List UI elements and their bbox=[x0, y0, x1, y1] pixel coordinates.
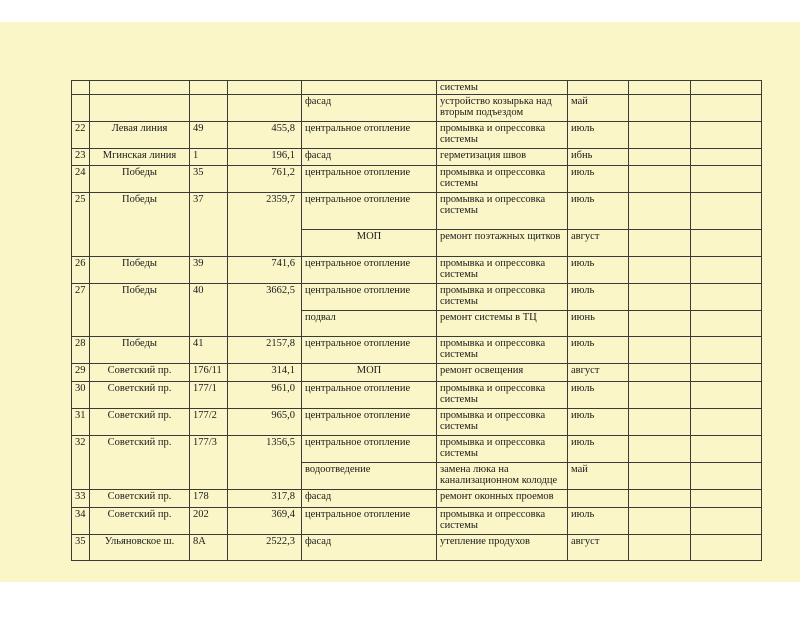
cell-work: ремонт поэтажных щитков bbox=[437, 230, 568, 257]
cell-extra bbox=[629, 81, 691, 95]
cell-month: август bbox=[568, 230, 629, 257]
cell-street bbox=[90, 81, 190, 95]
document-page bbox=[0, 22, 800, 582]
cell-system: центральное отопление bbox=[302, 284, 437, 311]
cell-work: промывка и опрессовка системы bbox=[437, 382, 568, 409]
cell-system: центральное отопление bbox=[302, 166, 437, 193]
cell-extra bbox=[691, 193, 762, 230]
cell-num: 32 bbox=[72, 436, 90, 490]
cell-month: май bbox=[568, 95, 629, 122]
table-row bbox=[72, 490, 762, 508]
cell-month: июль bbox=[568, 166, 629, 193]
cell-system: фасад bbox=[302, 95, 437, 122]
cell-work: устройство козырька над вторым подъездом bbox=[437, 95, 568, 122]
cell-month: август bbox=[568, 364, 629, 382]
cell-num: 23 bbox=[72, 149, 90, 166]
cell-extra bbox=[629, 166, 691, 193]
cell-month bbox=[568, 81, 629, 95]
cell-area: 741,6 bbox=[228, 257, 302, 284]
cell-system: МОП bbox=[302, 230, 437, 257]
cell-num: 31 bbox=[72, 409, 90, 436]
cell-system: МОП bbox=[302, 364, 437, 382]
cell-extra bbox=[691, 230, 762, 257]
cell-extra bbox=[691, 149, 762, 166]
table-row bbox=[72, 508, 762, 535]
cell-num: 22 bbox=[72, 122, 90, 149]
cell-area bbox=[228, 95, 302, 122]
cell-month: июль bbox=[568, 382, 629, 409]
cell-area: 2522,3 bbox=[228, 535, 302, 561]
cell-area: 965,0 bbox=[228, 409, 302, 436]
table-row bbox=[72, 193, 762, 230]
cell-work: промывка и опрессовка системы bbox=[437, 166, 568, 193]
cell-extra bbox=[691, 122, 762, 149]
cell-system: фасад bbox=[302, 490, 437, 508]
cell-extra bbox=[691, 508, 762, 535]
cell-street: Победы bbox=[90, 166, 190, 193]
cell-extra bbox=[629, 337, 691, 364]
cell-building: 49 bbox=[190, 122, 228, 149]
cell-system: фасад bbox=[302, 535, 437, 561]
cell-extra bbox=[691, 257, 762, 284]
cell-extra bbox=[691, 409, 762, 436]
cell-num bbox=[72, 95, 90, 122]
table-row bbox=[72, 149, 762, 166]
cell-system: центральное отопление bbox=[302, 193, 437, 230]
cell-work: промывка и опрессовка системы bbox=[437, 193, 568, 230]
cell-system: центральное отопление bbox=[302, 382, 437, 409]
cell-street: Советский пр. bbox=[90, 409, 190, 436]
repair-plan-table bbox=[71, 80, 762, 561]
cell-extra bbox=[629, 95, 691, 122]
cell-month: июль bbox=[568, 284, 629, 311]
cell-month bbox=[568, 490, 629, 508]
cell-extra bbox=[691, 436, 762, 463]
cell-building: 202 bbox=[190, 508, 228, 535]
cell-street bbox=[90, 95, 190, 122]
cell-work: утепление продухов bbox=[437, 535, 568, 561]
cell-work: промывка и опрессовка системы bbox=[437, 337, 568, 364]
cell-work: промывка и опрессовка системы bbox=[437, 284, 568, 311]
cell-extra bbox=[691, 535, 762, 561]
cell-month: июль bbox=[568, 436, 629, 463]
cell-extra bbox=[629, 193, 691, 230]
cell-num: 27 bbox=[72, 284, 90, 337]
cell-building: 39 bbox=[190, 257, 228, 284]
cell-area: 314,1 bbox=[228, 364, 302, 382]
cell-area: 317,8 bbox=[228, 490, 302, 508]
table-row bbox=[72, 436, 762, 463]
cell-building: 41 bbox=[190, 337, 228, 364]
table-row bbox=[72, 166, 762, 193]
cell-street: Победы bbox=[90, 257, 190, 284]
cell-extra bbox=[629, 311, 691, 337]
cell-building: 35 bbox=[190, 166, 228, 193]
cell-extra bbox=[691, 463, 762, 490]
cell-extra bbox=[629, 122, 691, 149]
cell-month: июль bbox=[568, 409, 629, 436]
cell-month: июль bbox=[568, 337, 629, 364]
cell-extra bbox=[629, 382, 691, 409]
cell-system: центральное отопление bbox=[302, 122, 437, 149]
cell-work: ремонт системы в ТЦ bbox=[437, 311, 568, 337]
cell-building: 8А bbox=[190, 535, 228, 561]
cell-extra bbox=[691, 337, 762, 364]
cell-work: системы bbox=[437, 81, 568, 95]
cell-num: 25 bbox=[72, 193, 90, 257]
cell-system: центральное отопление bbox=[302, 337, 437, 364]
table-row bbox=[72, 122, 762, 149]
cell-building: 37 bbox=[190, 193, 228, 257]
cell-street: Советский пр. bbox=[90, 364, 190, 382]
cell-extra bbox=[629, 436, 691, 463]
table-row bbox=[72, 95, 762, 122]
cell-area: 761,2 bbox=[228, 166, 302, 193]
cell-building bbox=[190, 95, 228, 122]
cell-month: июль bbox=[568, 122, 629, 149]
cell-work: промывка и опрессовка системы bbox=[437, 122, 568, 149]
cell-month: май bbox=[568, 463, 629, 490]
cell-system: центральное отопление bbox=[302, 409, 437, 436]
cell-system: водоотведение bbox=[302, 463, 437, 490]
cell-street: Победы bbox=[90, 284, 190, 337]
cell-system: центральное отопление bbox=[302, 257, 437, 284]
cell-extra bbox=[629, 149, 691, 166]
table-row bbox=[72, 535, 762, 561]
table-row bbox=[72, 364, 762, 382]
cell-extra bbox=[691, 311, 762, 337]
cell-area bbox=[228, 81, 302, 95]
cell-street: Мгинская линия bbox=[90, 149, 190, 166]
cell-street: Победы bbox=[90, 337, 190, 364]
cell-work: промывка и опрессовка системы bbox=[437, 409, 568, 436]
table-row bbox=[72, 284, 762, 311]
cell-extra bbox=[629, 490, 691, 508]
cell-month: ибнь bbox=[568, 149, 629, 166]
cell-building: 178 bbox=[190, 490, 228, 508]
cell-building: 176/11 bbox=[190, 364, 228, 382]
cell-building: 177/2 bbox=[190, 409, 228, 436]
cell-extra bbox=[691, 81, 762, 95]
cell-system: фасад bbox=[302, 149, 437, 166]
cell-area: 369,4 bbox=[228, 508, 302, 535]
cell-area: 961,0 bbox=[228, 382, 302, 409]
table-row bbox=[72, 81, 762, 95]
cell-system bbox=[302, 81, 437, 95]
cell-building: 177/1 bbox=[190, 382, 228, 409]
cell-work: промывка и опрессовка системы bbox=[437, 508, 568, 535]
cell-system: центральное отопление bbox=[302, 436, 437, 463]
cell-area: 2359,7 bbox=[228, 193, 302, 257]
cell-street: Ульяновское ш. bbox=[90, 535, 190, 561]
cell-num: 28 bbox=[72, 337, 90, 364]
cell-extra bbox=[629, 409, 691, 436]
cell-street: Советский пр. bbox=[90, 436, 190, 490]
cell-work: промывка и опрессовка системы bbox=[437, 436, 568, 463]
cell-area: 1356,5 bbox=[228, 436, 302, 490]
cell-area: 196,1 bbox=[228, 149, 302, 166]
cell-extra bbox=[629, 284, 691, 311]
cell-building: 177/3 bbox=[190, 436, 228, 490]
cell-street: Советский пр. bbox=[90, 508, 190, 535]
cell-num: 35 bbox=[72, 535, 90, 561]
cell-extra bbox=[691, 364, 762, 382]
cell-extra bbox=[629, 535, 691, 561]
cell-building bbox=[190, 81, 228, 95]
cell-num: 29 bbox=[72, 364, 90, 382]
cell-work: ремонт освещения bbox=[437, 364, 568, 382]
cell-extra bbox=[629, 463, 691, 490]
cell-building: 1 bbox=[190, 149, 228, 166]
table-row bbox=[72, 409, 762, 436]
cell-month: август bbox=[568, 535, 629, 561]
cell-extra bbox=[691, 490, 762, 508]
cell-building: 40 bbox=[190, 284, 228, 337]
cell-system: центральное отопление bbox=[302, 508, 437, 535]
cell-work: герметизация швов bbox=[437, 149, 568, 166]
cell-system: подвал bbox=[302, 311, 437, 337]
cell-month: июль bbox=[568, 508, 629, 535]
table-row bbox=[72, 257, 762, 284]
cell-street: Советский пр. bbox=[90, 490, 190, 508]
cell-extra bbox=[691, 284, 762, 311]
cell-work: ремонт оконных проемов bbox=[437, 490, 568, 508]
cell-extra bbox=[629, 508, 691, 535]
cell-num: 24 bbox=[72, 166, 90, 193]
cell-street: Советский пр. bbox=[90, 382, 190, 409]
cell-extra bbox=[629, 364, 691, 382]
cell-month: июль bbox=[568, 193, 629, 230]
cell-work: замена люка на канализационном колодце bbox=[437, 463, 568, 490]
cell-extra bbox=[691, 95, 762, 122]
cell-num: 34 bbox=[72, 508, 90, 535]
table-row bbox=[72, 337, 762, 364]
cell-area: 455,8 bbox=[228, 122, 302, 149]
cell-num: 30 bbox=[72, 382, 90, 409]
cell-extra bbox=[691, 382, 762, 409]
cell-num: 26 bbox=[72, 257, 90, 284]
cell-num: 33 bbox=[72, 490, 90, 508]
table-row bbox=[72, 382, 762, 409]
cell-extra bbox=[629, 230, 691, 257]
cell-work: промывка и опрессовка системы bbox=[437, 257, 568, 284]
cell-extra bbox=[629, 257, 691, 284]
cell-month: июнь bbox=[568, 311, 629, 337]
cell-extra bbox=[691, 166, 762, 193]
cell-num bbox=[72, 81, 90, 95]
cell-street: Левая линия bbox=[90, 122, 190, 149]
cell-area: 3662,5 bbox=[228, 284, 302, 337]
cell-street: Победы bbox=[90, 193, 190, 257]
cell-month: июль bbox=[568, 257, 629, 284]
cell-area: 2157,8 bbox=[228, 337, 302, 364]
